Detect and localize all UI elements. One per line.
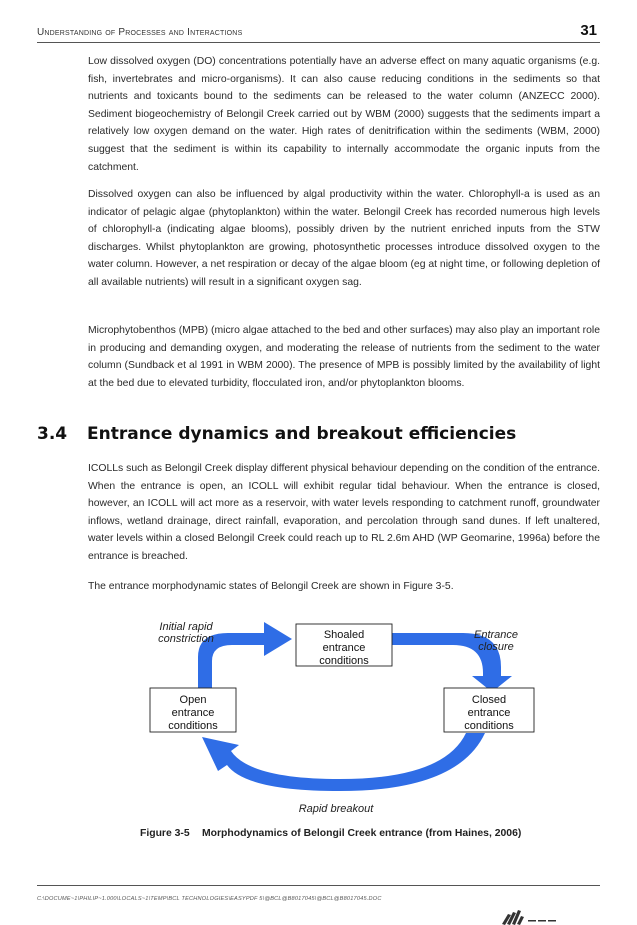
box-open-entrance	[150, 688, 236, 732]
paragraph-dissolved-oxygen: Low dissolved oxygen (DO) concentrations potentially have an adverse effect on many aquatic organisms (e.g. fish, invertebrates and micro-organisms). It can also cause reducing conditions in the sediments so that nutrients and toxicants bound to the sediments can be released to the water column (ANZECC 2000). Sediment biogeochemistry of Belongil Creek carried out by WBM (2000) suggests that the sediments impart a relatively low oxygen demand on the water. High rates of denitrification within the sediments (WBM, 2000) suggest that the sediment is within its capability to internally accommodate the organic inputs from the catchment.	[88, 56, 600, 173]
svg-text:entrance: entrance	[322, 642, 366, 654]
svg-text:conditions: conditions	[464, 720, 514, 732]
paragraph-figure-reference: The entrance morphodynamic states of Belongil Creek are shown in Figure 3-5.	[88, 581, 454, 592]
figure-caption-text: Morphodynamics of Belongil Creek entrance (from Haines, 2006)	[202, 828, 522, 839]
label-entrance-closure	[474, 629, 518, 653]
figure-caption	[140, 828, 521, 839]
morphodynamics-diagram	[140, 615, 560, 820]
footer-divider	[37, 885, 600, 886]
svg-text:entrance: entrance	[467, 707, 511, 719]
paragraph-icolls: ICOLLs such as Belongil Creek display different physical behaviour depending on the condition of the entrance. When the entrance is open, an ICOLL will exhibit regular tidal behaviour. When the entrance is closed, however, an ICOLL will act more as a reservoir, with water levels responding to catchment runoff, groundwater inflows, wetland drainage, direct rainfall, evaporation, and percolation through sand dunes. If left unaltered, water levels within a closed Belongil Creek could reach up to RL 2.6m AHD (WP Geomarine, 1996a) before the entrance is breached.	[88, 463, 600, 562]
svg-text:Closed: Closed	[471, 694, 507, 706]
footer-file-path: C:\DOCUME~1\PHILIP~1.000\LOCALS~1\TEMP\BCL TECHNOLOGIES\EASYPDF 5\@BCL@B8017045\@BCL@B8017045.DOC	[37, 896, 382, 902]
paragraph-algal-productivity: Dissolved oxygen can also be influenced by algal productivity within the water. Chlorophyll-a is used as an indicator of pelagic algae (phytoplankton) within the water. Belongil Creek has recorded numerous high levels of chlorophyll-a (indicating algae blooms), possibly driven by the nutrient enriched inputs from the STW discharges. Whilst phytoplankton are growing, photosynthetic processes introduce dissolved oxygen to the water column. However, a net respiration or decay of the algae bloom (eg at night time, or following depletion of all available nutrients) will result in a significant oxygen sag.	[88, 189, 600, 288]
header-title: Understanding of Processes and Interactions	[37, 27, 243, 38]
section-heading	[37, 424, 516, 444]
svg-text:Shoaled: Shoaled	[323, 629, 365, 641]
svg-text:Initial rapid: Initial rapid	[159, 621, 213, 633]
section-title: Entrance dynamics and breakout efficiencies	[87, 424, 517, 444]
svg-text:Entrance: Entrance	[473, 629, 519, 641]
svg-text:Open: Open	[179, 694, 207, 706]
box-shoaled-entrance	[296, 624, 392, 667]
arrow-rapid-breakout	[202, 733, 485, 791]
figure-label: Figure 3-5	[140, 828, 190, 839]
svg-text:conditions: conditions	[319, 655, 369, 667]
svg-text:closure: closure	[478, 641, 514, 653]
paragraph-microphytobenthos: Microphytobenthos (MPB) (micro algae attached to the bed and other surfaces) may also play an important role in producing and demanding oxygen, and moderating the release of nutrients from the sediment to the water column (Sundback et al 1991 in WBM 2000). The presence of MPB is possibly limited by the availability of light at the bed due to elevated turbidity, flocculated iron, and/or phytoplankton blooms.	[88, 325, 600, 389]
company-logo	[498, 904, 558, 925]
box-closed-entrance	[444, 688, 534, 732]
svg-text:entrance: entrance	[171, 707, 215, 719]
page-number: 31	[580, 22, 597, 39]
svg-text:constriction: constriction	[158, 633, 214, 645]
svg-text:conditions: conditions	[168, 720, 218, 732]
label-rapid-breakout: Rapid breakout	[298, 803, 374, 815]
label-initial-rapid-constriction	[158, 621, 214, 645]
header-divider	[37, 42, 600, 43]
section-number: 3.4	[37, 424, 68, 444]
